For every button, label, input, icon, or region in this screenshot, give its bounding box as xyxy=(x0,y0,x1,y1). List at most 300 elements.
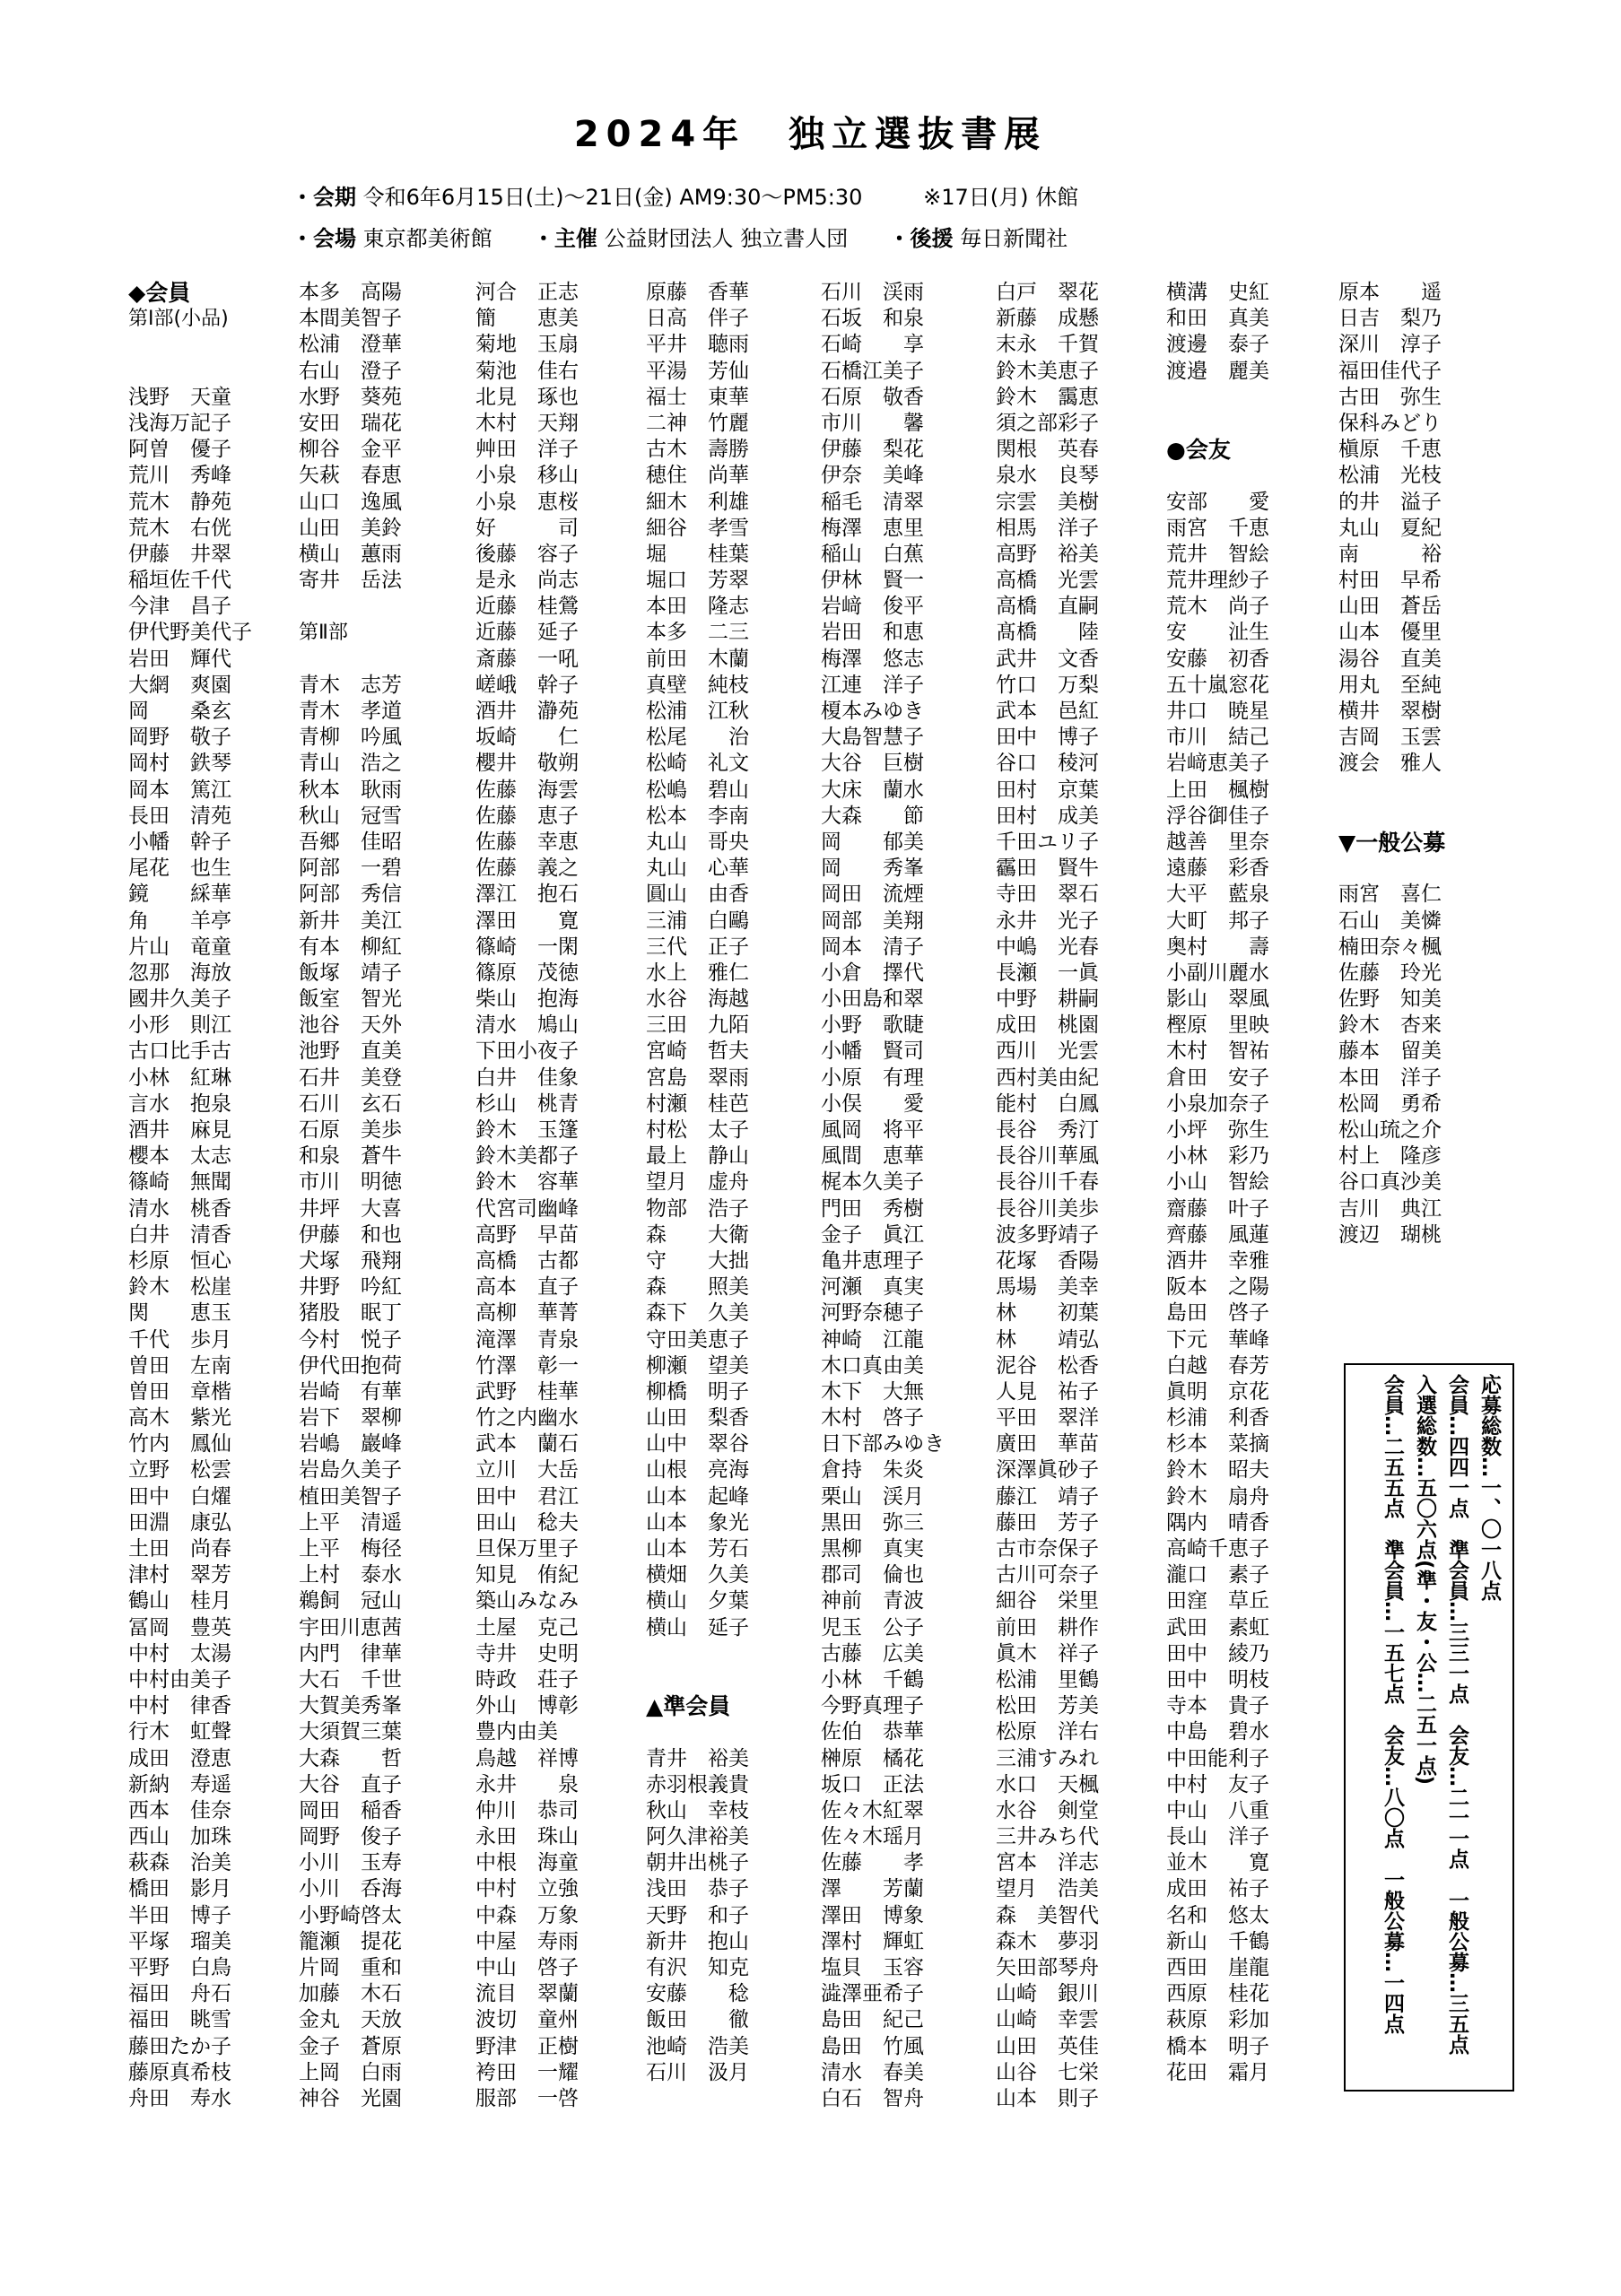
member-name: 荒井理紗子 xyxy=(1166,569,1269,593)
member-name: 土田 尚春 xyxy=(128,1537,231,1561)
name-column xyxy=(299,280,478,2112)
member-name: 武井 文香 xyxy=(996,647,1099,671)
member-name: 好 司 xyxy=(475,516,579,540)
member-name: 岩田 和恵 xyxy=(821,621,924,645)
member-name: 山田 梨香 xyxy=(646,1406,749,1431)
member-name: 大賀美秀峯 xyxy=(299,1694,402,1718)
member-name: 渡邊 泰子 xyxy=(1166,333,1269,357)
stats-line: 会員…四四一点 準会員…三三一点 会友…二一一点 一般公募…三五点 xyxy=(1445,1374,1468,2055)
member-name: 小泉 恵桜 xyxy=(475,490,579,514)
member-name: 下元 華峰 xyxy=(1166,1327,1269,1352)
member-name: 石川 汲月 xyxy=(646,2060,749,2084)
member-name: 原藤 香華 xyxy=(646,281,749,304)
member-name: 高木 紫光 xyxy=(128,1406,231,1431)
member-name: 木下 大無 xyxy=(821,1379,924,1404)
member-name: 澤 芳蘭 xyxy=(821,1877,924,1901)
member-name: 古木 壽勝 xyxy=(646,438,749,462)
member-name: 伊藤 和也 xyxy=(299,1222,402,1247)
stats-line: 会員…二五五点 準会員…一五七点 会友…八〇点 一般公募…一四点 xyxy=(1381,1374,1404,2034)
member-name: 並木 寛 xyxy=(1166,1851,1269,1875)
member-name: 古藤 広美 xyxy=(821,1641,924,1665)
member-name: 鈴木美恵子 xyxy=(996,359,1099,383)
member-name: 圓山 由香 xyxy=(646,883,749,907)
member-name: 安部 愛 xyxy=(1166,490,1269,514)
member-name: 長田 清苑 xyxy=(128,804,231,828)
member-name: 堀 桂葉 xyxy=(646,542,749,566)
member-name: 寺本 貴子 xyxy=(1166,1694,1269,1718)
member-name: 児玉 公子 xyxy=(821,1615,924,1639)
member-name: 物部 浩子 xyxy=(646,1196,749,1221)
member-name: 影山 翠風 xyxy=(1166,987,1269,1012)
member-name: 近藤 延子 xyxy=(475,621,579,645)
member-name: 篠崎 一閑 xyxy=(475,935,579,959)
member-name: 杉浦 利香 xyxy=(1166,1406,1269,1431)
member-name: 髙橋 陸 xyxy=(996,621,1099,645)
member-name: 廣田 華苗 xyxy=(996,1432,1099,1457)
section-subheading: 第Ⅱ部 xyxy=(299,622,348,645)
member-name: 野津 正樹 xyxy=(475,2034,579,2058)
member-name: 後藤 容子 xyxy=(475,542,579,566)
member-name: 荒木 尚子 xyxy=(1166,595,1269,619)
member-name: 鈴木 杏来 xyxy=(1338,1013,1442,1038)
member-name: 豊内由美 xyxy=(475,1720,558,1744)
member-name: 西村美由紀 xyxy=(996,1065,1099,1090)
member-name: 寺田 翠石 xyxy=(996,883,1099,907)
member-name: 村瀬 桂芭 xyxy=(646,1091,749,1116)
member-name: 角 羊亭 xyxy=(128,909,231,933)
member-name: 市川 明徳 xyxy=(299,1170,402,1195)
member-name: 冨岡 豊英 xyxy=(128,1615,231,1639)
member-name: 相馬 洋子 xyxy=(996,516,1099,540)
member-name: 流目 翠蘭 xyxy=(475,1982,579,2006)
member-name: 神前 青波 xyxy=(821,1589,924,1613)
member-name xyxy=(128,359,308,385)
member-name: 土屋 克己 xyxy=(475,1615,579,1639)
member-name: 古口比手古 xyxy=(128,1039,231,1064)
member-name: 田窪 草丘 xyxy=(1166,1589,1269,1613)
member-name: 楠田奈々楓 xyxy=(1338,935,1442,959)
member-name: 長山 洋子 xyxy=(1166,1825,1269,1849)
member-name: 宮崎 哲夫 xyxy=(646,1039,749,1064)
info-line-2 xyxy=(292,221,1068,252)
member-name: 松岡 勇希 xyxy=(1338,1091,1442,1116)
member-name: 堀口 芳翠 xyxy=(646,569,749,593)
member-name: 中屋 寿雨 xyxy=(475,1929,579,1953)
venue-label: ・会場 xyxy=(292,226,356,251)
member-name: 五十嵐窓花 xyxy=(1166,673,1269,697)
member-name: 阿久津裕美 xyxy=(646,1825,749,1849)
member-name: 金子 蒼原 xyxy=(299,2034,402,2058)
member-name: 千代 歩月 xyxy=(128,1327,231,1352)
member-name: 名和 悠太 xyxy=(1166,1903,1269,1927)
member-name: 高橋 光雲 xyxy=(996,569,1099,593)
member-name: 鈴木 松崖 xyxy=(128,1275,231,1300)
member-name: 簡 恵美 xyxy=(475,307,579,331)
member-name: 雨宮 喜仁 xyxy=(1338,883,1442,907)
member-name: 永田 珠山 xyxy=(475,1825,579,1849)
member-name: 古田 弥生 xyxy=(1338,385,1442,409)
member-name: 齋藤 叶子 xyxy=(1166,1196,1269,1221)
member-name: 吉岡 玉雲 xyxy=(1338,726,1442,750)
member-name: 岡野 俊子 xyxy=(299,1825,402,1849)
member-name: 林 初葉 xyxy=(996,1301,1099,1326)
member-name: 内門 律華 xyxy=(299,1641,402,1665)
member-name: 新井 美江 xyxy=(299,909,402,933)
member-name: 植田美智子 xyxy=(299,1484,402,1509)
member-name: 西田 崖龍 xyxy=(1166,1956,1269,1979)
member-name: 山中 翠谷 xyxy=(646,1432,749,1457)
member-name: 遠藤 彩香 xyxy=(1166,857,1269,881)
member-name: 田淵 康弘 xyxy=(128,1510,231,1535)
member-name: 澤村 輝虹 xyxy=(821,1929,924,1953)
member-name: 上平 清遥 xyxy=(299,1510,402,1535)
member-name: 長谷川千春 xyxy=(996,1170,1099,1195)
organizer-value: 公益財団法人 独立書人団 xyxy=(604,226,849,251)
member-name: 山口 逸風 xyxy=(299,490,402,514)
member-name: 松山琉之介 xyxy=(1338,1118,1442,1142)
member-name: 櫻本 太志 xyxy=(128,1144,231,1169)
member-name: 河合 正志 xyxy=(475,281,579,304)
member-name: 田中 君江 xyxy=(475,1484,579,1509)
member-name: 代宮司幽峰 xyxy=(475,1196,579,1221)
member-name: 三代 正子 xyxy=(646,935,749,959)
member-name: 澤田 博象 xyxy=(821,1903,924,1927)
member-name: 隅内 晴香 xyxy=(1166,1510,1269,1535)
member-name: 加藤 木石 xyxy=(299,1982,402,2006)
member-name: 村田 早希 xyxy=(1338,569,1442,593)
member-name: 靏田 賢牛 xyxy=(996,857,1099,881)
member-name: 島田 竹風 xyxy=(821,2034,924,2058)
member-name: 今村 悦子 xyxy=(299,1327,402,1352)
member-name: 門田 秀樹 xyxy=(821,1196,924,1221)
closed-note: ※17日(月) 休館 xyxy=(923,185,1079,210)
member-name: 宇田川恵茜 xyxy=(299,1615,402,1639)
member-name: 山本 象光 xyxy=(646,1510,749,1535)
member-name: 鈴木 容華 xyxy=(475,1170,579,1195)
member-name: 樫原 里映 xyxy=(1166,1013,1269,1038)
member-name xyxy=(1166,463,1346,489)
member-name: 日吉 梨乃 xyxy=(1338,307,1442,331)
member-name: 南 裕 xyxy=(1338,542,1442,566)
member-name: 新山 千鶴 xyxy=(1166,1929,1269,1953)
member-name: 岡本 清子 xyxy=(821,935,924,959)
member-name: 望月 浩美 xyxy=(996,1877,1099,1901)
member-name: 宗雲 美樹 xyxy=(996,490,1099,514)
member-name: 安 沚生 xyxy=(1166,621,1269,645)
member-name: 中山 八重 xyxy=(1166,1798,1269,1822)
member-name: 松原 洋右 xyxy=(996,1720,1099,1744)
member-name: 白戸 翠花 xyxy=(996,281,1099,304)
member-name: 日高 伴子 xyxy=(646,307,749,331)
member-name: 泥谷 松香 xyxy=(996,1353,1099,1378)
member-name: 岩﨑恵美子 xyxy=(1166,752,1269,776)
member-name: 阿曽 優子 xyxy=(128,438,231,462)
member-name: 上村 泰水 xyxy=(299,1563,402,1587)
member-name: 阿部 秀信 xyxy=(299,883,402,907)
member-name: 倉田 安子 xyxy=(1166,1065,1269,1090)
member-name: 高橋 直嗣 xyxy=(996,595,1099,619)
member-name: 赤羽根義貴 xyxy=(646,1772,749,1796)
member-name: 坂口 正法 xyxy=(821,1772,924,1796)
member-name: 木村 天翔 xyxy=(475,411,579,435)
member-name: 橋田 影月 xyxy=(128,1877,231,1901)
member-name: 田中 博子 xyxy=(996,726,1099,750)
member-name: 白井 清香 xyxy=(128,1222,231,1247)
member-name: 吾郷 佳昭 xyxy=(299,830,402,854)
member-name: 水谷 海越 xyxy=(646,987,749,1012)
member-name: 大谷 巨樹 xyxy=(821,752,924,776)
member-name: 松浦 澄華 xyxy=(299,333,402,357)
member-name: 三田 九陌 xyxy=(646,1013,749,1038)
member-name: 近藤 桂鶯 xyxy=(475,595,579,619)
member-name: 白越 春芳 xyxy=(1166,1353,1269,1378)
member-name: 西本 佳奈 xyxy=(128,1798,231,1822)
member-name: 白石 智舟 xyxy=(821,2086,924,2110)
member-name: 上岡 白雨 xyxy=(299,2060,402,2084)
member-name: 成田 祐子 xyxy=(1166,1877,1269,1901)
member-name: 大森 哲 xyxy=(299,1746,402,1770)
member-name: 山田 美鈴 xyxy=(299,516,402,540)
member-name: 松田 芳美 xyxy=(996,1694,1099,1718)
member-name: 伊代野美代子 xyxy=(128,621,252,645)
member-name: 守 大拙 xyxy=(646,1248,749,1273)
member-name xyxy=(299,647,478,673)
member-name: 籠瀬 提花 xyxy=(299,1929,402,1953)
member-name: 舟田 寿水 xyxy=(128,2086,231,2110)
member-name: 木口真由美 xyxy=(821,1353,924,1378)
member-name: 松尾 治 xyxy=(646,726,749,750)
member-name: 丸山 哥央 xyxy=(646,830,749,854)
member-name: 旦保万里子 xyxy=(475,1537,579,1561)
member-name: 水上 雅仁 xyxy=(646,961,749,985)
member-name: 稲毛 清翠 xyxy=(821,490,924,514)
member-name: 岡田 稲香 xyxy=(299,1798,402,1822)
member-name: 谷口 稜河 xyxy=(996,752,1099,776)
member-name: 山本 優里 xyxy=(1338,621,1442,645)
member-name: 亀井恵理子 xyxy=(821,1248,924,1273)
member-name: 杉本 菜摘 xyxy=(1166,1432,1269,1457)
member-name: 岩下 翠柳 xyxy=(299,1406,402,1431)
member-name: 木村 啓子 xyxy=(821,1406,924,1431)
member-name: 宮島 翠雨 xyxy=(646,1065,749,1090)
member-name: 新井 抱山 xyxy=(646,1929,749,1953)
member-name: 行木 虹聲 xyxy=(128,1720,231,1744)
member-name: 石坂 和泉 xyxy=(821,307,924,331)
member-name: 三浦 白鷗 xyxy=(646,909,749,933)
member-name xyxy=(646,1641,825,1667)
section-heading: ◆会員 xyxy=(128,280,191,306)
member-name: 酒井 瀞苑 xyxy=(475,700,579,723)
member-name: 榊原 橘花 xyxy=(821,1746,924,1770)
member-name: 中村 立強 xyxy=(475,1877,579,1901)
member-name: 鈴木 昭夫 xyxy=(1166,1458,1269,1483)
name-column xyxy=(821,280,1000,2112)
member-name: 永井 泉 xyxy=(475,1772,579,1796)
member-name: 北見 琢也 xyxy=(475,385,579,409)
member-name: 荒木 右侊 xyxy=(128,516,231,540)
member-name: 日下部みゆき xyxy=(821,1432,945,1457)
member-name: 下田小夜子 xyxy=(475,1039,579,1064)
member-name: 中根 海童 xyxy=(475,1851,579,1875)
member-name: 林 靖弘 xyxy=(996,1327,1099,1352)
member-name: 岡本 篤江 xyxy=(128,778,231,802)
member-name: 郡司 倫也 xyxy=(821,1563,924,1587)
member-name: 竹之内幽水 xyxy=(475,1406,579,1431)
member-name: 中嶋 光春 xyxy=(996,935,1099,959)
member-name: 真壁 純枝 xyxy=(646,673,749,697)
member-name: 田中 明枝 xyxy=(1166,1667,1269,1692)
name-column xyxy=(646,280,825,2086)
member-name: 今野真理子 xyxy=(821,1694,924,1718)
member-name: 立野 松雲 xyxy=(128,1458,231,1483)
member-name: 佐藤 孝 xyxy=(821,1851,924,1875)
member-name: 越善 里奈 xyxy=(1166,830,1269,854)
member-name: 岡 秀峯 xyxy=(821,857,924,881)
member-name: 福田 舟石 xyxy=(128,1982,231,2006)
member-name: 永井 光子 xyxy=(996,909,1099,933)
member-name: 平井 聴雨 xyxy=(646,333,749,357)
member-name: 石山 美憐 xyxy=(1338,909,1442,933)
member-name xyxy=(1338,804,1518,830)
member-name: 横井 翠樹 xyxy=(1338,700,1442,723)
member-name: 坂崎 仁 xyxy=(475,726,579,750)
member-name: 寺井 史明 xyxy=(475,1641,579,1665)
member-name: 槇原 千恵 xyxy=(1338,438,1442,462)
member-name: 松崎 礼文 xyxy=(646,752,749,776)
member-name: 河野奈穂子 xyxy=(821,1301,924,1326)
member-name: 青木 志芳 xyxy=(299,673,402,697)
stats-box xyxy=(1344,1363,1514,2092)
member-name: 上平 梅径 xyxy=(299,1537,402,1561)
member-name: 福田 眺雪 xyxy=(128,2008,231,2032)
member-name: 武本 邑紅 xyxy=(996,700,1099,723)
member-name: 長谷 秀汀 xyxy=(996,1118,1099,1142)
member-name: 佐藤 幸恵 xyxy=(475,830,579,854)
member-name: 人見 祐子 xyxy=(996,1379,1099,1404)
member-name: 波切 童州 xyxy=(475,2008,579,2032)
member-name: 嵯峨 幹子 xyxy=(475,673,579,697)
member-name: 榎本みゆき xyxy=(821,700,924,723)
member-name: 高柳 華菁 xyxy=(475,1301,579,1326)
member-name: 石橋江美子 xyxy=(821,359,924,383)
member-name: 岩﨑 俊平 xyxy=(821,595,924,619)
member-name: 鈴木 玉篷 xyxy=(475,1118,579,1142)
member-name: 石崎 享 xyxy=(821,333,924,357)
member-name: 梅澤 悠志 xyxy=(821,647,924,671)
member-name: 阿部 一碧 xyxy=(299,857,402,881)
member-name: 三浦すみれ xyxy=(996,1746,1099,1770)
member-name: 渡会 雅人 xyxy=(1338,752,1442,776)
member-name: 杉山 桃青 xyxy=(475,1091,579,1116)
member-name: 眞明 京花 xyxy=(1166,1379,1269,1404)
member-name: 末永 千賀 xyxy=(996,333,1099,357)
member-name: 金子 眞江 xyxy=(821,1222,924,1247)
member-name: 小坪 弥生 xyxy=(1166,1118,1269,1142)
member-name: 岡部 美翔 xyxy=(821,909,924,933)
member-name: 森 照美 xyxy=(646,1275,749,1300)
member-name: 佐伯 恭華 xyxy=(821,1720,924,1744)
member-name: 波多野靖子 xyxy=(996,1222,1099,1247)
member-name: 横溝 史紅 xyxy=(1166,281,1269,304)
member-name: 片岡 重和 xyxy=(299,1956,402,1979)
member-name: 森 美智代 xyxy=(996,1903,1099,1927)
member-name: 岡野 敬子 xyxy=(128,726,231,750)
member-name: 山本 芳石 xyxy=(646,1537,749,1561)
member-name: 田山 稔夫 xyxy=(475,1510,579,1535)
member-name: 池谷 天外 xyxy=(299,1013,402,1038)
member-name: 雨宮 千恵 xyxy=(1166,516,1269,540)
member-name: 梅澤 恵里 xyxy=(821,516,924,540)
member-name: 二神 竹麗 xyxy=(646,411,749,435)
member-name: 大平 藍泉 xyxy=(1166,883,1269,907)
member-name: 尾花 也生 xyxy=(128,857,231,881)
member-name: 丸山 心華 xyxy=(646,857,749,881)
member-name: 大森 節 xyxy=(821,804,924,828)
member-name: 仲川 恭司 xyxy=(475,1798,579,1822)
member-name: 山田 英佳 xyxy=(996,2034,1099,2058)
period-value: 令和6年6月15日(土)～21日(金) AM9:30～PM5:30 xyxy=(362,185,863,210)
member-name: 佐々木瑶月 xyxy=(821,1825,924,1849)
member-name: 藤本 留美 xyxy=(1338,1039,1442,1064)
member-name: 有沢 知克 xyxy=(646,1956,749,1979)
member-name: 関根 英春 xyxy=(996,438,1099,462)
member-name: 櫻井 敬朔 xyxy=(475,752,579,776)
section-heading: ▲準会員 xyxy=(646,1693,731,1720)
member-name: 青木 孝道 xyxy=(299,700,402,723)
member-name: 成田 桃園 xyxy=(996,1013,1099,1038)
member-name: 小林 彩乃 xyxy=(1166,1144,1269,1169)
member-name: 杉原 恒心 xyxy=(128,1248,231,1273)
member-name: 小野 歌睫 xyxy=(821,1013,924,1038)
member-name: 國井久美子 xyxy=(128,987,231,1012)
member-name: 鈴木 靄恵 xyxy=(996,385,1099,409)
member-name: 西原 桂花 xyxy=(1166,1982,1269,2006)
member-name: 黒田 弥三 xyxy=(821,1510,924,1535)
member-name: 井野 吟紅 xyxy=(299,1275,402,1300)
member-name: 本多 高陽 xyxy=(299,281,402,304)
member-name: 藤田たか子 xyxy=(128,2034,231,2058)
member-name: 柳瀬 望美 xyxy=(646,1353,749,1378)
member-name: 穂住 尚華 xyxy=(646,464,749,488)
member-name: 小川 呑海 xyxy=(299,1877,402,1901)
member-name: 谷口真沙美 xyxy=(1338,1170,1442,1195)
member-name: 前田 耕作 xyxy=(996,1615,1099,1639)
member-name: 細木 利雄 xyxy=(646,490,749,514)
member-name: 立川 大岳 xyxy=(475,1458,579,1483)
member-name: 守田美恵子 xyxy=(646,1327,749,1352)
member-name: 小林 千鶴 xyxy=(821,1667,924,1692)
member-name: 浅田 恭子 xyxy=(646,1877,749,1901)
member-name: 有本 柳紅 xyxy=(299,935,402,959)
member-name: 中村由美子 xyxy=(128,1667,231,1692)
member-name: 森木 夢羽 xyxy=(996,1929,1099,1953)
member-name: 小俣 愛 xyxy=(821,1091,924,1116)
member-name: 成田 澄恵 xyxy=(128,1746,231,1770)
member-name: 江連 洋子 xyxy=(821,673,924,697)
member-name: 松嶋 碧山 xyxy=(646,778,749,802)
member-name: 横畑 久美 xyxy=(646,1563,749,1587)
member-name: 井口 暁星 xyxy=(1166,700,1269,723)
member-name: 浅野 天童 xyxy=(128,385,231,409)
member-name: 岡 桑玄 xyxy=(128,700,231,723)
member-name: 澤田 寛 xyxy=(475,909,579,933)
member-name: 長谷川美歩 xyxy=(996,1196,1099,1221)
member-name: 瀧口 素子 xyxy=(1166,1563,1269,1587)
member-name: 本間美智子 xyxy=(299,307,402,331)
member-name: 山根 亮海 xyxy=(646,1458,749,1483)
member-name: 石原 敬香 xyxy=(821,385,924,409)
member-name: 武野 桂華 xyxy=(475,1379,579,1404)
